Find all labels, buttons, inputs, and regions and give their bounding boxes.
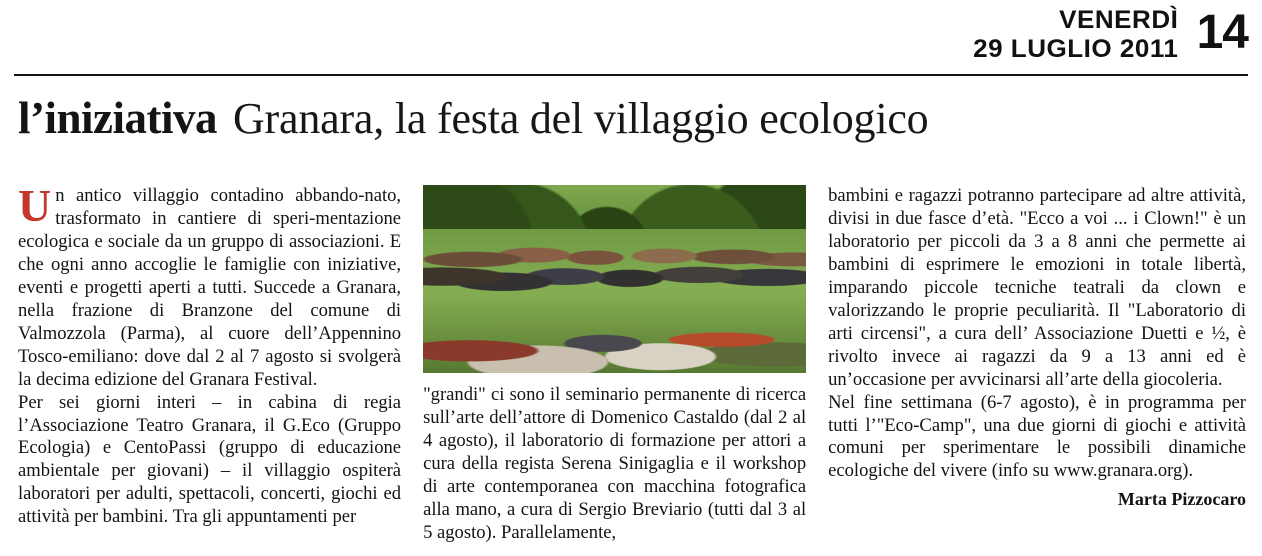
paragraph — [18, 180, 402, 392]
paragraph — [423, 384, 806, 545]
paragraph-text: "grandi" ci sono il seminario permanente di ricerca sull’arte dell’attore di Domenico Castaldo (dal 2 al 4 agosto), il laboratorio di formazione per attori a cura della regista Serena Sinigaglia e il workshop di arte contemporanea con macchina fotografica alla mano, a cura di Sergio Breviario (tutti dal 3 al 5 agosto). Parallelamente, — [423, 384, 807, 543]
paragraph-text: Nel fine settimana (6-7 agosto), è in programma per tutti l’"Eco-Camp", una due giorni di giochi e attività comuni per sperimentare le possibili dinamiche ecologiche del vivere (info su www.granara.org). — [828, 391, 1246, 482]
column-right — [828, 185, 1246, 548]
paragraph — [18, 392, 401, 530]
photo-foreground-group — [423, 299, 806, 373]
headline-kicker: l’iniziativa — [18, 93, 217, 143]
article-body — [18, 180, 1246, 548]
drop-cap: U — [18, 180, 52, 231]
paragraph-text: bambini e ragazzi potranno partecipare ad altre attività, divisi in due fasce d’età. "Ecco a voi ... i Clown!" è un laboratorio per piccoli da 3 a 8 anni che permette ai bambini di esprimere le emozioni in totale libertà, imparando piccole tecniche teatrali da clown e valorizzando le proprie peculiarità. Il "Laboratorio di arti circensi", a cura dell’ Associazione Duetti e ½, è rivolto invece ai ragazzi da 9 a 13 anni ed è un’occasione per avvicinarsi all’arte della giocoleria. — [828, 185, 1246, 390]
headline — [18, 92, 1248, 144]
masthead-weekday: VENERDÌ — [1059, 6, 1179, 34]
paragraph — [828, 185, 1246, 392]
column-left — [18, 180, 402, 548]
page-number: 14 — [1196, 6, 1248, 59]
byline: Marta Pizzocaro — [1117, 489, 1246, 510]
page-title: Granara, la festa del villaggio ecologico — [232, 94, 929, 143]
paragraph — [828, 392, 1246, 484]
masthead — [973, 6, 1248, 63]
paragraph-text: Per sei giorni interi – in cabina di regia l’Associazione Teatro Granara, il G.Eco (Gruppo Ecologia) e CentoPassi (gruppo di educazione ambientale per giovani) – il villaggio ospiterà laboratori per adulti, spettacoli, concerti, giochi ed attività per bambini. Tra gli appuntamenti per — [18, 391, 402, 528]
article-photo — [423, 185, 806, 373]
paragraph-text: n antico villaggio contadino abbando-nato, trasformato in cantiere di speri-mentazione ecologica e sociale da un gruppo di associazioni. E che ogni anno accoglie le famiglie con iniziative, eventi e progetti aperti a tutti. Succede a Granara, nella frazione di Branzone del comune di Valmozzola (Parma), al cuore dell’Appennino Tosco-emiliano: dove dal 2 al 7 agosto si svolgerà la decima edizione del Granara Festival. — [18, 185, 402, 390]
masthead-date-block — [973, 6, 1179, 63]
column-middle — [423, 185, 806, 548]
masthead-date: 29 LUGLIO 2011 — [973, 35, 1179, 63]
header-divider — [14, 74, 1248, 76]
